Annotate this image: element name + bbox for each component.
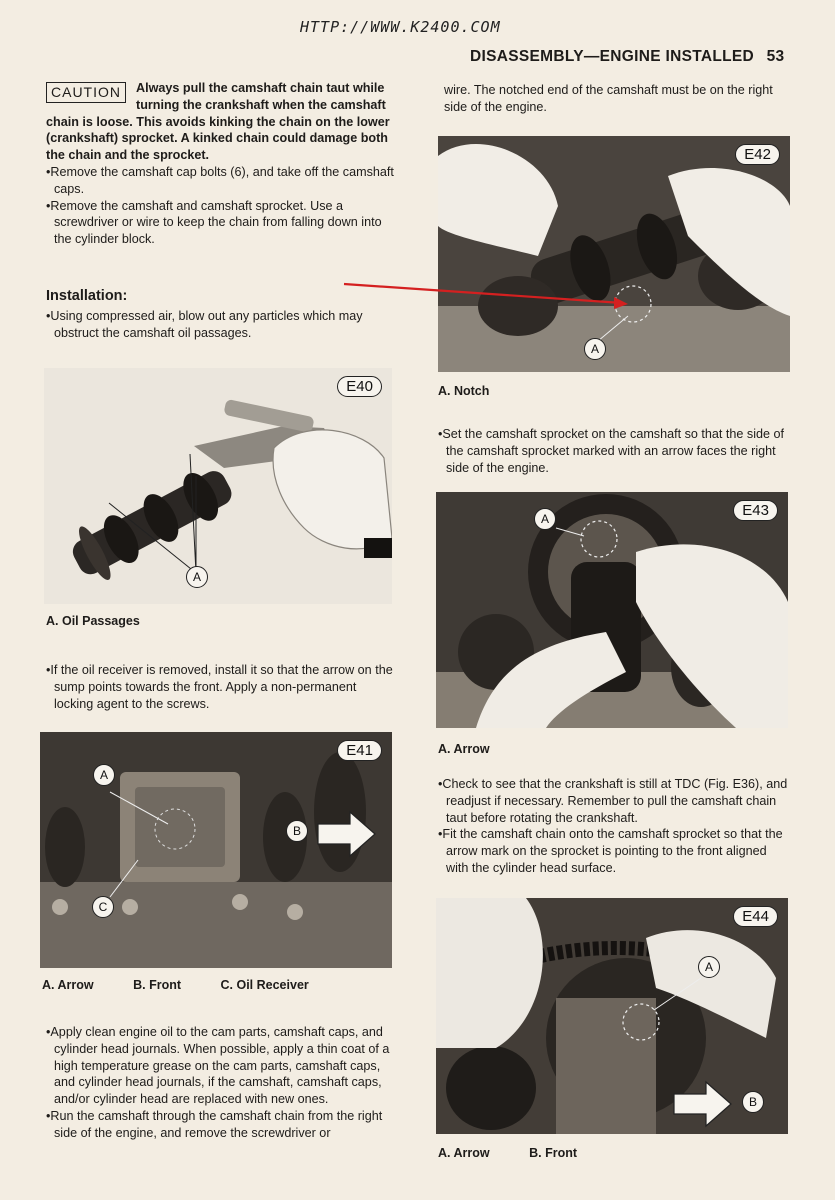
figure-tag: E42 (735, 144, 780, 165)
removal-step: •Remove the camshaft cap bolts (6), and take off the camshaft caps. (46, 165, 394, 196)
figure-e40-photo (44, 368, 392, 604)
continuation-text: wire. The notched end of the camshaft must be on the right side of the engine. (444, 83, 773, 114)
figure-e41-caption (42, 978, 345, 992)
crank-steps (438, 776, 790, 877)
figure-tag: E44 (733, 906, 778, 927)
installation-bullet: •Using compressed air, blow out any particles which may obstruct the camshaft oil passages. (46, 309, 363, 340)
final-step: •Apply clean engine oil to the cam parts, camshaft caps, and cylinder head journals. When possible, apply a thin coat of a high temperature grease on the cam parts, camshaft caps, and cylinder head journals, if the camshaft, camshaft caps, and/or cylinder head are replaced with new ones. (46, 1025, 390, 1107)
caption-item: A. Arrow (438, 742, 490, 756)
sprocket-bullet: •Set the camshaft sprocket on the camshaft so that the side of the camshaft sprocket marked with an arrow faces the right side of the engine. (438, 427, 785, 475)
oil-receiver-bullet: •If the oil receiver is removed, install it so that the arrow on the sump points towards the front. Apply a non-permanent locking agent to the screws. (46, 663, 393, 711)
figure-e41-photo (40, 732, 392, 968)
installation-heading: Installation: (46, 288, 128, 304)
camshaft-notch-illustration (438, 136, 790, 372)
oil-gun-camshaft-illustration (44, 368, 392, 604)
caption-item: A. Oil Passages (46, 614, 140, 628)
removal-step: •Remove the camshaft and camshaft sprocket. Use a screwdriver or wire to keep the chain from falling down into the cylinder block. (46, 198, 382, 247)
figure-e40-caption (46, 614, 176, 628)
caption-item: C. Oil Receiver (220, 978, 309, 992)
callout-b: B (742, 1091, 764, 1113)
caption-item: B. Front (529, 1146, 578, 1160)
page-number: 53 (766, 48, 785, 65)
caution-paragraph (46, 80, 396, 164)
caption-item: A. Arrow (438, 1146, 490, 1160)
callout-a: A (698, 956, 720, 978)
figure-e42-caption (438, 384, 525, 398)
camshaft-sprocket-illustration (436, 492, 788, 728)
chain-fitting-illustration (436, 898, 788, 1134)
caption-item: B. Front (133, 978, 182, 992)
callout-a: A (186, 566, 208, 588)
figure-tag: E43 (733, 500, 778, 521)
figure-e43-photo (436, 492, 788, 728)
figure-tag: E41 (337, 740, 382, 761)
url-stamp: HTTP://WWW.K2400.COM (300, 18, 501, 36)
sprocket-step (438, 426, 790, 476)
crank-bullet: •Check to see that the crankshaft is still at TDC (Fig. E36), and readjust if necessary. Remember to pull the camshaft chain taut before rotating the crankshaft. (438, 777, 788, 825)
callout-c: C (92, 896, 114, 918)
caution-label: CAUTION (46, 82, 126, 103)
caption-item: A. Notch (438, 384, 490, 398)
crank-bullet: •Fit the camshaft chain onto the camshaft sprocket so that the arrow mark on the sprocket is pointing to the front aligned with the cylinder head surface. (438, 827, 783, 875)
callout-b: B (286, 820, 308, 842)
caption-item: A. Arrow (42, 978, 94, 992)
section-title: DISASSEMBLY—ENGINE INSTALLED (470, 48, 754, 65)
page-header (470, 48, 784, 66)
callout-a: A (534, 508, 556, 530)
final-step: •Run the camshaft through the camshaft chain from the right side of the engine, and remove the screwdriver or (46, 1108, 383, 1140)
removal-steps (46, 164, 396, 248)
figure-e42-photo (438, 136, 790, 372)
oil-receiver-illustration (40, 732, 392, 968)
figure-tag: E40 (337, 376, 382, 397)
figure-e44-photo (436, 898, 788, 1134)
final-steps (46, 1024, 396, 1142)
installation-step (46, 308, 396, 342)
figure-e44-caption (438, 1146, 613, 1160)
oil-receiver-step (46, 662, 396, 712)
caution-text: Always pull the camshaft chain taut while turning the crankshaft when the camshaft chain is loose. This avoids kinking the chain on the lower (crankshaft) sprocket. A kinked chain could damage both the chain and the sprocket. (46, 81, 390, 163)
callout-a: A (93, 764, 115, 786)
callout-a: A (584, 338, 606, 360)
figure-e43-caption (438, 742, 526, 756)
continuation-paragraph (444, 82, 790, 116)
